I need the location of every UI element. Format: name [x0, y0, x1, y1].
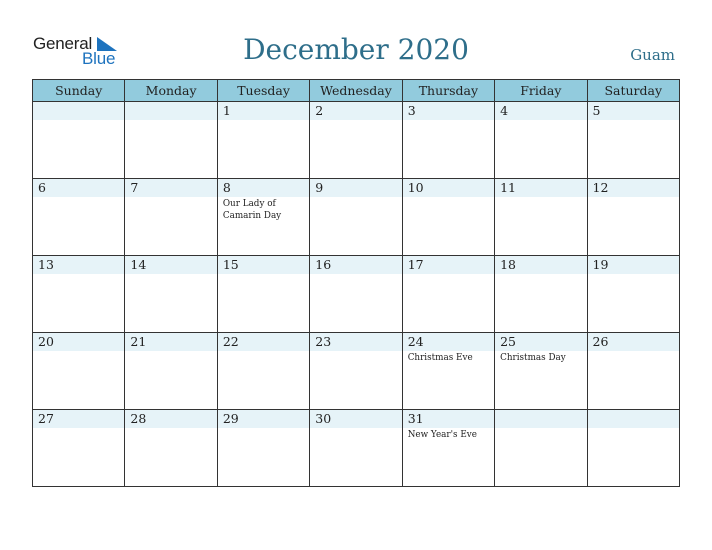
day-band [495, 102, 586, 120]
day-cell [587, 410, 679, 487]
day-number: 18 [500, 257, 517, 272]
day-band [310, 102, 401, 120]
day-number: 4 [500, 103, 509, 118]
day-cell [402, 179, 494, 256]
day-number: 9 [315, 180, 324, 195]
day-number: 11 [500, 180, 517, 195]
day-number: 14 [130, 257, 147, 272]
holiday-label: Christmas Eve [407, 353, 473, 363]
day-band [403, 102, 494, 120]
day-cell [33, 410, 125, 487]
weekday-header: Friday [495, 80, 587, 102]
day-number: 7 [130, 180, 139, 195]
weekday-header: Tuesday [217, 80, 309, 102]
day-cell [495, 410, 587, 487]
week-row [33, 333, 680, 410]
day-cell [310, 333, 402, 410]
day-cell [402, 256, 494, 333]
day-number: 22 [222, 334, 239, 349]
day-number: 19 [592, 257, 609, 272]
day-cell [310, 256, 402, 333]
weekday-header: Monday [125, 80, 217, 102]
day-number: 17 [407, 257, 424, 272]
logo-text-general: General [33, 34, 93, 53]
holiday-label: Christmas Day [500, 353, 566, 363]
day-number: 29 [222, 411, 239, 426]
weekday-header: Wednesday [310, 80, 402, 102]
day-band [125, 102, 216, 120]
day-cell [125, 333, 217, 410]
day-cell [587, 179, 679, 256]
day-number: 2 [315, 103, 324, 118]
day-cell [125, 410, 217, 487]
week-row [33, 410, 680, 487]
day-number: 5 [592, 103, 601, 118]
day-number: 24 [407, 334, 424, 349]
day-cell [587, 256, 679, 333]
week-row [33, 179, 680, 256]
day-band [125, 179, 216, 197]
day-number: 31 [407, 411, 424, 426]
day-cell [310, 102, 402, 179]
day-band [588, 410, 679, 428]
calendar-region: Guam [630, 46, 675, 64]
day-number: 10 [407, 180, 424, 195]
weekday-header: Saturday [587, 80, 679, 102]
day-number: 27 [38, 411, 54, 426]
calendar-grid [32, 79, 680, 487]
day-band [218, 179, 309, 197]
day-band [588, 102, 679, 120]
day-band [218, 102, 309, 120]
day-cell [495, 102, 587, 179]
weekday-header: Thursday [402, 80, 494, 102]
day-number: 28 [130, 411, 147, 426]
day-cell [217, 102, 309, 179]
day-cell [402, 410, 494, 487]
day-cell [495, 333, 587, 410]
day-cell [125, 256, 217, 333]
day-cell [587, 333, 679, 410]
day-number: 6 [38, 180, 46, 195]
day-number: 16 [315, 257, 332, 272]
holiday-label: Our Lady of Camarin Day [222, 199, 282, 221]
day-cell [217, 179, 309, 256]
day-number: 3 [407, 103, 416, 118]
logo-text-blue: Blue [82, 49, 116, 68]
weekday-header: Sunday [33, 80, 125, 102]
day-cell [402, 102, 494, 179]
day-band [33, 102, 124, 120]
day-cell [495, 179, 587, 256]
day-cell [310, 410, 402, 487]
day-number: 21 [130, 334, 147, 349]
day-cell [33, 333, 125, 410]
day-number: 23 [315, 334, 332, 349]
day-cell [217, 410, 309, 487]
week-row [33, 102, 680, 179]
day-band [33, 179, 124, 197]
day-number: 25 [500, 334, 517, 349]
week-row [33, 256, 680, 333]
day-number: 1 [222, 103, 231, 118]
day-cell [310, 179, 402, 256]
day-band [495, 410, 586, 428]
day-cell [125, 179, 217, 256]
calendar-title: December 2020 [243, 33, 469, 66]
day-number: 13 [38, 257, 54, 272]
day-number: 26 [592, 334, 609, 349]
day-cell [33, 256, 125, 333]
day-cell [587, 102, 679, 179]
day-number: 12 [592, 180, 609, 195]
day-cell [495, 256, 587, 333]
day-number: 20 [38, 334, 54, 349]
day-number: 8 [222, 180, 231, 195]
day-cell [402, 333, 494, 410]
day-cell [33, 179, 125, 256]
day-cell [217, 333, 309, 410]
day-number: 30 [315, 411, 332, 426]
weekday-header-row [33, 80, 680, 102]
day-band [310, 179, 401, 197]
day-cell [217, 256, 309, 333]
day-cell [125, 102, 217, 179]
holiday-label: New Year's Eve [407, 430, 477, 440]
day-number: 15 [222, 257, 239, 272]
day-cell [33, 102, 125, 179]
